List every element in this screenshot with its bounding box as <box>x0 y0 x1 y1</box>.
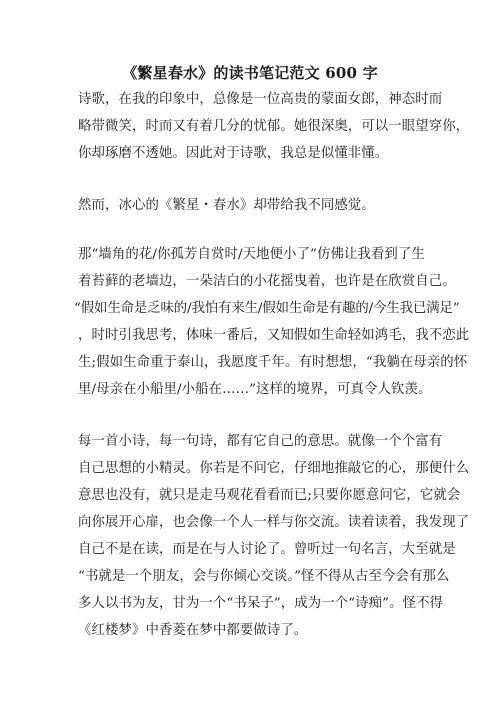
paragraph-1-line-3: 你却琢磨不透她。因此对于诗歌，我总是似懂非懂。 <box>78 146 389 161</box>
paragraph-4-line-6: “书就是一个朋友，会与你倾心交谈。”怪不得从古至今会有那么 <box>78 569 450 584</box>
paragraph-3-line-6: 里/母亲在小船里/小船在……”这样的境界，可真令人钦羡。 <box>78 382 432 397</box>
paragraph-4-line-5: 自己不是在读，而是在与人讨论了。曾听过一句名言，大至就是 <box>78 542 456 557</box>
paragraph-1-line-2: 略带微笑，时而又有着几分的忧郁。她很深奥，可以一眼望穿你， <box>78 119 470 134</box>
paragraph-1-line-1: 诗歌，在我的印象中，总像是一位高贵的蒙面女郎，神态时而 <box>78 92 443 107</box>
paragraph-4-line-4: 向你展开心扉，也会像一个人一样与你交流。读着读着，我发现了 <box>78 515 470 530</box>
paragraph-4-line-7: 多人以书为友，甘为一个“书呆子”，成为一个“诗痴”。怪不得 <box>78 596 444 611</box>
document-title: 《繁星春水》的读书笔记范文 600 字 <box>122 64 378 82</box>
paragraph-4-line-3: 意思也没有，就只是走马观花看看而已;只要你愿意问它，它就会 <box>78 488 461 503</box>
paragraph-3-line-1: 那“墙角的花/你孤芳自赏时/天地便小了”仿佛让我看到了生 <box>78 247 425 262</box>
paragraph-4-line-1: 每一首小诗，每一句诗，都有它自己的意思。就像一个个富有 <box>78 434 443 449</box>
paragraph-2-line-1: 然而，冰心的《繁星・春水》却带给我不同感觉。 <box>78 198 375 213</box>
paragraph-4-line-8: 《红楼梦》中香菱在梦中都要做诗了。 <box>78 623 308 638</box>
paragraph-3-line-3: “假如生命是乏味的/我怕有来生/假如生命是有趣的/今生我已满足” <box>74 301 460 316</box>
paragraph-3-line-4: ，时时引我思考，体味一番后，又知假如生命轻如鸿毛，我不恋此 <box>78 328 470 343</box>
paragraph-3-line-5: 生;假如生命重于泰山，我愿度千年。有时想想，“我躺在母亲的怀 <box>78 355 468 370</box>
paragraph-4-line-2: 自己思想的小精灵。你若是不问它，仔细地推敲它的心，那便什么 <box>78 461 470 476</box>
paragraph-3-line-2: 着苔藓的老墙边，一朵洁白的小花摇曳着，也许是在欣赏自己。 <box>78 274 456 289</box>
